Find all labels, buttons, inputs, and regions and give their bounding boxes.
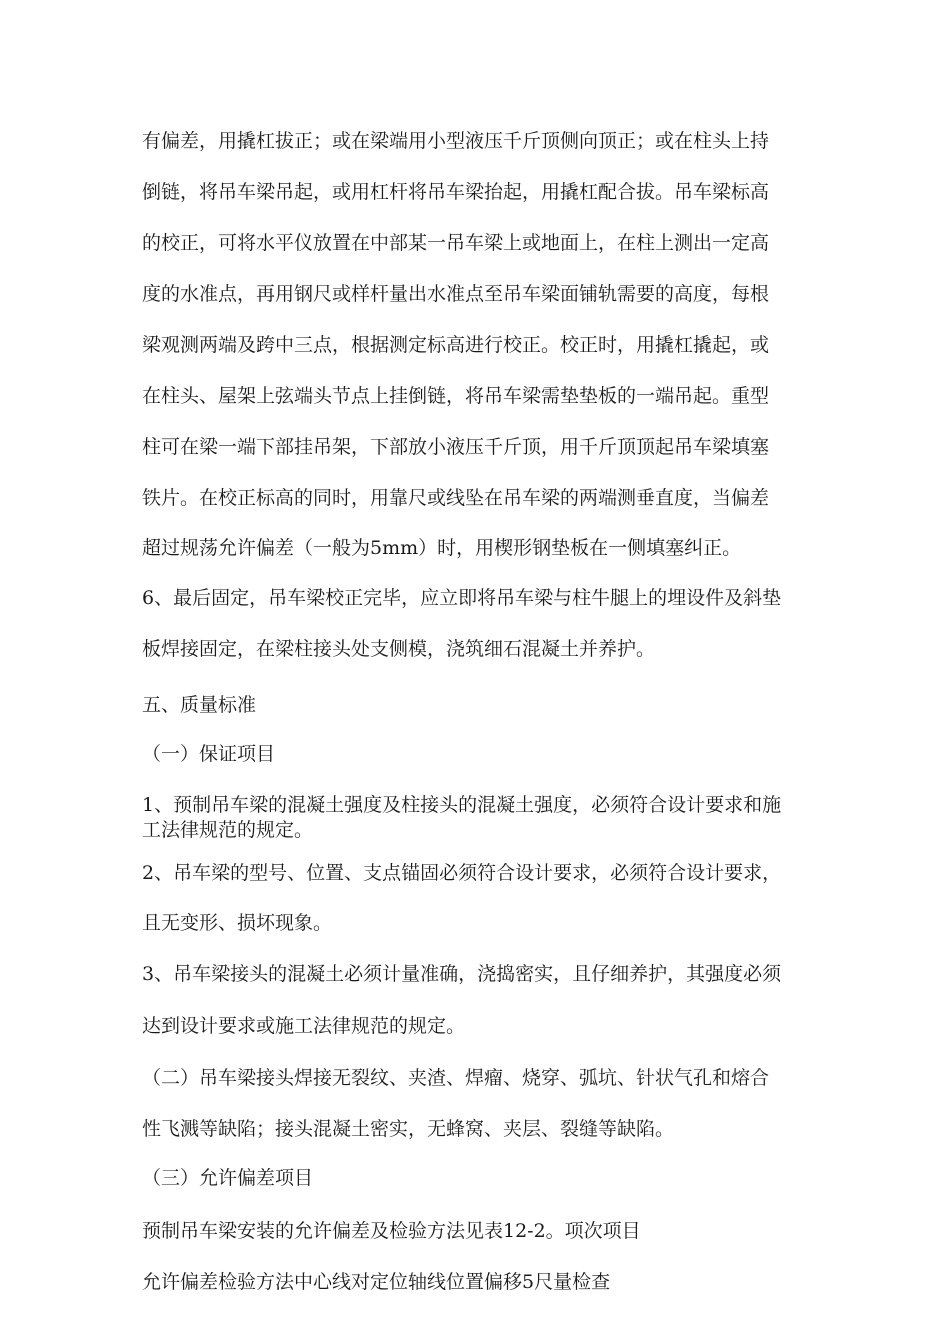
text-line: （二）吊车梁接头焊接无裂纹、夹渣、焊瘤、烧穿、弧坑、针状气孔和熔合	[142, 1067, 770, 1089]
text-line: 允许偏差检验方法中心线对定位轴线位置偏移5尺量检查	[142, 1271, 611, 1293]
text-line: 度的水准点，再用钢尺或样杆量出水准点至吊车梁面铺轨需要的高度，每根	[142, 283, 770, 305]
section-heading: 五、质量标准	[142, 694, 257, 716]
text-line: 6、最后固定，吊车梁校正完毕，应立即将吊车梁与柱牛腿上的埋设件及斜垫	[142, 587, 782, 609]
text-line: 的校正，可将水平仪放置在中部某一吊车梁上或地面上，在柱上测出一定高	[142, 232, 770, 254]
text-line: 且无变形、损坏现象。	[142, 912, 333, 934]
text-line: 2、吊车梁的型号、位置、支点锚固必须符合设计要求，必须符合设计要求，	[142, 862, 782, 884]
subsection-heading: （一）保证项目	[142, 743, 276, 765]
text-line: 达到设计要求或施工法律规范的规定。	[142, 1015, 466, 1037]
text-line: 柱可在梁一端下部挂吊架，下部放小液压千斤顶，用千斤顶顶起吊车梁填塞	[142, 436, 770, 458]
text-line: 预制吊车梁安装的允许偏差及检验方法见表12-2。项次项目	[142, 1220, 641, 1242]
text-line: 板焊接固定，在梁柱接头处支侧模，浇筑细石混凝土并养护。	[142, 638, 656, 660]
text-line: 工法律规范的规定。	[142, 819, 314, 841]
text-line: 倒链，将吊车梁吊起，或用杠杆将吊车梁抬起，用撬杠配合拔。吊车梁标高	[142, 181, 770, 203]
text-line: 3、吊车梁接头的混凝土必须计量准确，浇捣密实，且仔细养护，其强度必须	[142, 963, 782, 985]
text-line: 超过规荡允许偏差（一般为5mm）时，用楔形钢垫板在一侧填塞纠正。	[142, 537, 742, 559]
subsection-heading: （三）允许偏差项目	[142, 1167, 314, 1189]
text-line: 性飞溅等缺陷；接头混凝土密实，无蜂窝、夹层、裂缝等缺陷。	[142, 1118, 675, 1140]
text-line: 铁片。在校正标高的同时，用靠尺或线坠在吊车梁的两端测垂直度，当偏差	[142, 487, 770, 509]
text-line: 在柱头、屋架上弦端头节点上挂倒链，将吊车梁需垫垫板的一端吊起。重型	[142, 385, 770, 407]
text-line: 有偏差，用撬杠拔正；或在梁端用小型液压千斤顶侧向顶正；或在柱头上持	[142, 130, 770, 152]
text-line: 梁观测两端及跨中三点，根据测定标高进行校正。校正时，用撬杠撬起，或	[142, 334, 770, 356]
text-line: 1、预制吊车梁的混凝土强度及柱接头的混凝土强度，必须符合设计要求和施	[142, 794, 782, 816]
